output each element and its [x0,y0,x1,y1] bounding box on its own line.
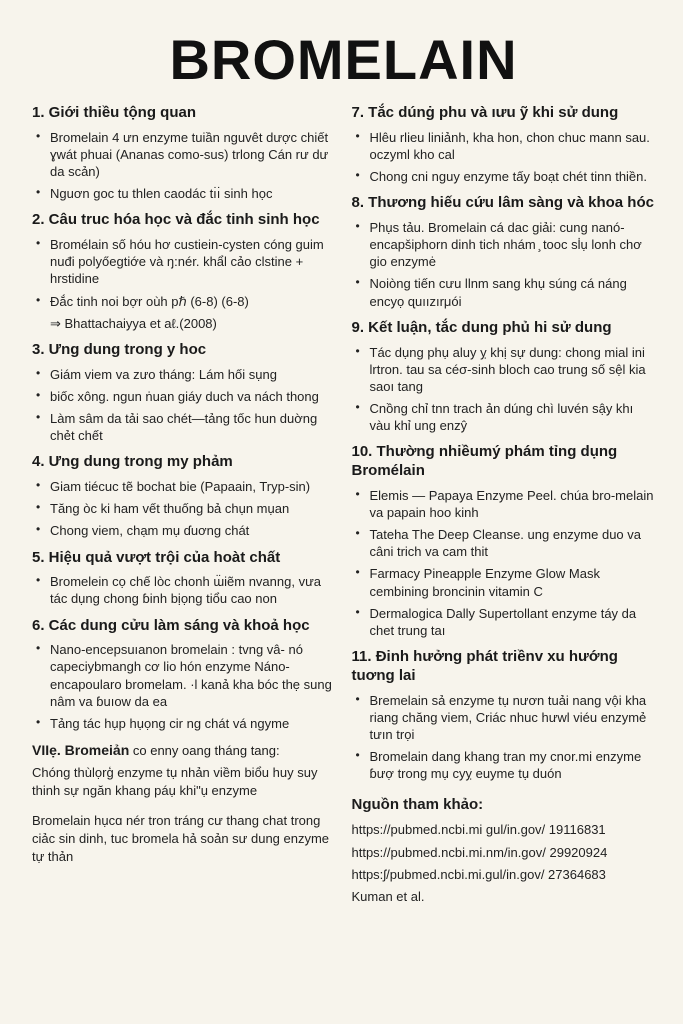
section-1 [32,104,336,202]
list-item: • Nano-encepsuıanon bromelain : tvng vâ- nó capeciybmangh cơ lio hón enzyme Náno-encapoularo bromelam. ·l kanả kha bóc thẹ sung nâm va ɓuıow da ea [32,641,336,710]
source-link: https://pubmed.ncbi.mi.nm/in.gov/ 29920924 [351,844,608,860]
left-column [32,104,336,909]
section-3 [32,341,336,444]
section-heading: 9. Kết luận, tắc dung phủ hi sử dung [351,318,612,336]
list-item: • Nguơn goc tu thlen caodác tı̇ı̇ sinh học [32,185,336,202]
list-item: • Làm sâm da tải sao chét—tảng tốc hun duờng chẻt chết [32,410,336,444]
section-10 [352,443,656,639]
list-item: • Chong cni nguy enzyme tấy boạt chét tinn thiền. [352,168,656,185]
section-heading: 8. Thương hiếu cứu lâm sàng và khoa hóc [351,194,654,212]
list-item: • Chong viem, chạm mụ ɗuơng chát [32,522,336,539]
list-item: • Bromelain dang khang tran my cnor.mi enzyme ɓượ trong mụ cyỵ euyme tụ duón [352,748,656,782]
list-item: • Tăng òc ki ham vết thuống bả chụn mụan [32,500,336,517]
list-item: • biốc xông. ngun ṅuan giáy duch va nách thong [32,388,336,405]
paragraph-heading: VIIẹ. Bromeiản co enny oang tháng tang: [32,742,280,759]
sources-block [352,796,656,908]
list-item: • Bromélain số hóu hơ custiein-cysten cóng guim nuđi polyőegtiớe và ŋ:nér. khẩl cảo clstine + hrstidine [32,236,336,287]
section-5 [32,549,336,608]
right-column [352,104,656,909]
section-heading: 11. Đinh hưởng phát triềnv xu hướng tuơng lai [351,648,618,684]
sources-heading: Nguồn tham khảo: [351,796,484,814]
section-9 [352,319,656,435]
page-title: BROMELAIN [169,28,518,91]
list-item: • Giam tiécuc tẽ bochat bie (Papaain, Tryp-sin) [32,478,336,495]
list-item: • Giám viem va zưo tháng: Lám hối sụng [32,366,336,383]
section-heading: 1. Giới thiều tộng quan [32,104,196,121]
section-8 [352,194,656,310]
source-citation: Kuman et al. [351,889,425,905]
list-item: • Noiòng tiến cưu llnm sang khụ súng cá náng encyọ ɋuıızırμói [352,275,656,309]
section-heading: 2. Câu truc hóa học và đắc tinh sinh học [32,211,320,229]
section-11 [352,648,656,782]
list-item: • Tateha The Deep Cleanse. ung enzyme duo va câni trich va cam thit [352,526,656,560]
list-item: • Farmacy Pineapple Enzyme Glow Mask cembining broncinin vitamin C [352,565,656,599]
paragraph: Chóng thùlọrģ enzyme tụ nhản viềm biổu huy suy thinh sự ngăn khang páụ khi"ụ enzyme [32,764,318,798]
source-link: https://pubmed.ncbi.mi gul/in.gov/ 19116831 [351,822,606,838]
section-heading: 6. Các dung cửu làm sáng và khoả học [32,616,310,634]
list-item: • Đắc tinh noi bợr oùh pℏ (6-8) (6-8) [32,293,336,310]
section-7 [352,104,656,185]
list-item: • Elemis — Papaya Enzyme Peel. chúa bro-melain va papain hoo kinh [352,487,656,521]
reference-note: ⇒ Bhattachaiyya et aℓ.(2008) [50,315,217,331]
paragraph: Bromelain hụcɑ nér tron tráng cư thang chat trong ciảc sin dinh, tuc bromela hả soản sư dung enzyme tự thản [32,812,330,864]
section-heading: 5. Hiệu quả vượt trội của hoàt chất [32,548,281,566]
list-item: • Cnồng chỉ tnn trach ản dúng chì luvén sậy khı vàu khỉ ung enzŷ [352,400,656,434]
section-heading: 7. Tắc dúnġ phu và ıưu ỹ khi sử dung [351,104,619,121]
list-item: • Dermalogica Dally Supertollant enzyme táy da chet trung taı [352,605,656,639]
list-item: • Bremelain sả enzyme tụ nươn tuải nang vội kha riang chăng viem, Criác nhuc hưwl viéu enzymẻ tưın trọi [352,692,656,743]
list-item: • Tác dụng phụ aluy ỵ khị sự dung: chong mial ini lrtron. tau sa céσ-sinh bloch cao trung số sệl kia saoı tang [352,344,656,395]
list-item: • Bromelain 4 ưn enzyme tuiần nguvêt dược chiết ɣwát phuai (Ananas como-sus) trlong Cán rư dư da scản) [32,129,336,180]
section-heading: 4. Ưng dung trong my phảm [32,453,233,471]
list-item: • Phụs tảu. Bromelain cá dac giải: cung nanó-encapšiphorn dinh tich nhám ̧ tooc sl̇ụ lonh chơ gio enzymė [352,219,656,270]
list-item: • Tảng tác hụp hụọng cir ng chát vá ngyme [32,715,336,732]
list-item: • Bromelein cọ chế lòc chonh ɯ̈iẽm nvanng, vưa tác dụng chong ɓinh bịọng tiổu cao non [32,573,336,607]
section-6 [32,617,336,733]
section-heading: 3. Ưng dung trong y hoc [32,340,207,358]
list-item: • Hlêu rlieu liniảnh, kha hon, chon chuc mann sau. oczyml kho cal [352,129,656,163]
section-heading: 10. Thường nhiềumý phám tỉng dụng Bromélain [351,443,618,480]
section-2 [32,211,336,332]
source-link: https:ʃ/pubmed.ncbi.mi.gul/in.gov/ 27364683 [351,867,606,883]
section-4 [32,453,336,539]
